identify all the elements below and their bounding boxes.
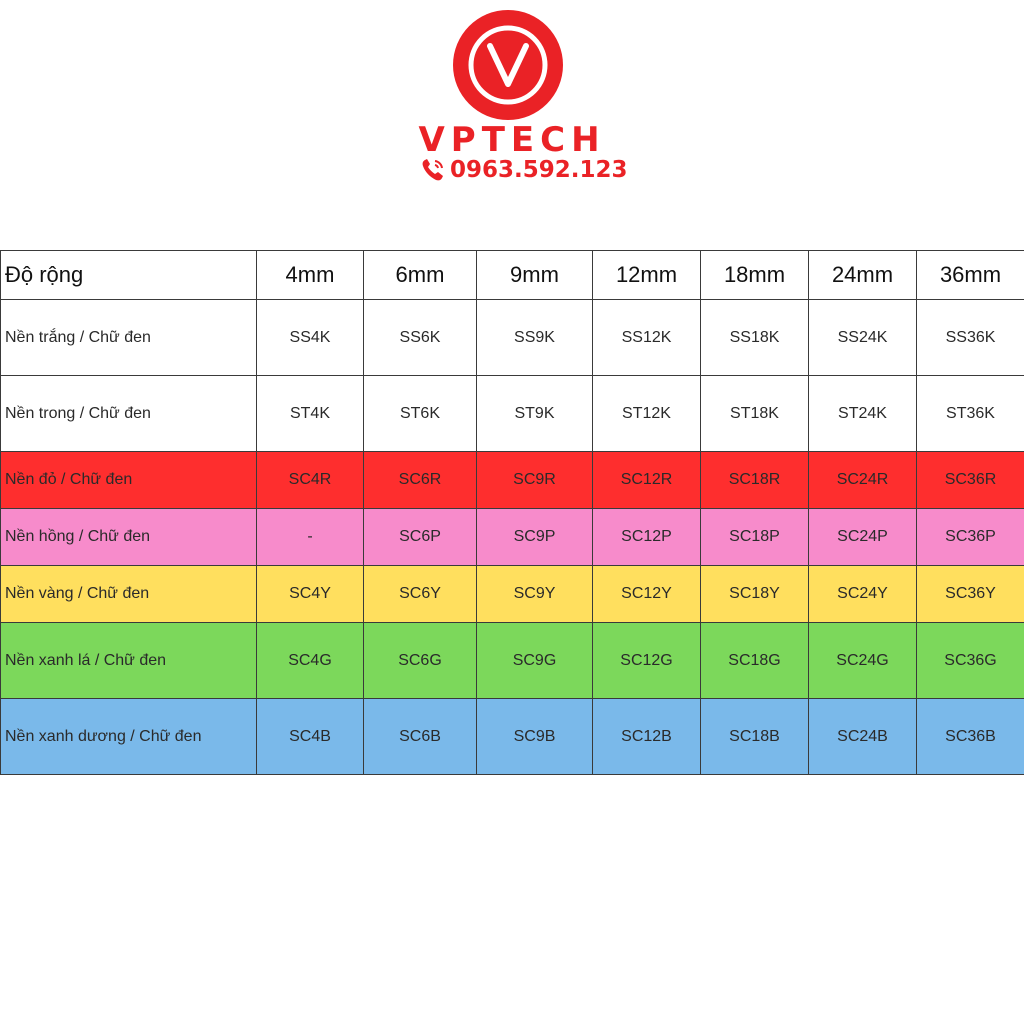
header-36mm: 36mm <box>917 251 1024 300</box>
header-width: Độ rộng <box>1 251 257 300</box>
code-cell: SS9K <box>477 300 593 376</box>
code-cell: SC36P <box>917 509 1024 566</box>
code-cell: SC6B <box>364 699 477 775</box>
code-cell: SC36G <box>917 623 1024 699</box>
v-chevron-circle-icon <box>453 10 563 120</box>
code-cell: SC36Y <box>917 566 1024 623</box>
header-6mm: 6mm <box>364 251 477 300</box>
table-row <box>1 623 1024 699</box>
code-cell: ST12K <box>593 376 701 452</box>
code-cell: SS36K <box>917 300 1024 376</box>
code-cell: SS4K <box>257 300 364 376</box>
phone-icon <box>418 155 448 185</box>
code-cell: SC6G <box>364 623 477 699</box>
code-cell: SC9G <box>477 623 593 699</box>
row-label: Nền hồng / Chữ đen <box>1 509 257 566</box>
row-label: Nền trắng / Chữ đen <box>1 300 257 376</box>
code-cell: SC36R <box>917 452 1024 509</box>
header-24mm: 24mm <box>809 251 917 300</box>
code-cell: SC6Y <box>364 566 477 623</box>
code-cell: SC4Y <box>257 566 364 623</box>
code-cell: SC6P <box>364 509 477 566</box>
code-cell: SC9P <box>477 509 593 566</box>
code-cell: - <box>257 509 364 566</box>
table-row <box>1 376 1024 452</box>
code-cell: SC18Y <box>701 566 809 623</box>
table-row <box>1 566 1024 623</box>
table-row <box>1 509 1024 566</box>
code-cell: SC24G <box>809 623 917 699</box>
table-row <box>1 300 1024 376</box>
code-cell: SC6R <box>364 452 477 509</box>
header-18mm: 18mm <box>701 251 809 300</box>
code-cell: SC12P <box>593 509 701 566</box>
code-cell: SS6K <box>364 300 477 376</box>
code-cell: ST18K <box>701 376 809 452</box>
code-cell: SC18P <box>701 509 809 566</box>
row-label: Nền xanh dương / Chữ đen <box>1 699 257 775</box>
code-cell: SC18R <box>701 452 809 509</box>
code-cell: SC18B <box>701 699 809 775</box>
code-cell: SC36B <box>917 699 1024 775</box>
code-cell: SC4G <box>257 623 364 699</box>
table-header-row <box>1 251 1024 300</box>
code-cell: ST36K <box>917 376 1024 452</box>
brand-header <box>0 0 1024 200</box>
code-cell: SS12K <box>593 300 701 376</box>
brand-name: VPTECH <box>418 120 606 160</box>
row-label: Nền trong / Chữ đen <box>1 376 257 452</box>
table-row <box>1 699 1024 775</box>
code-cell: SC18G <box>701 623 809 699</box>
code-cell: ST4K <box>257 376 364 452</box>
code-cell: SC9R <box>477 452 593 509</box>
code-cell: SC4R <box>257 452 364 509</box>
code-cell: SC12Y <box>593 566 701 623</box>
code-cell: SC24Y <box>809 566 917 623</box>
header-9mm: 9mm <box>477 251 593 300</box>
row-label: Nền xanh lá / Chữ đen <box>1 623 257 699</box>
code-cell: SC9Y <box>477 566 593 623</box>
label-tape-code-table <box>0 250 1024 775</box>
phone-line <box>418 154 628 186</box>
code-cell: ST9K <box>477 376 593 452</box>
row-label: Nền đỏ / Chữ đen <box>1 452 257 509</box>
table-row <box>1 452 1024 509</box>
code-cell: SC12R <box>593 452 701 509</box>
code-cell: ST6K <box>364 376 477 452</box>
header-4mm: 4mm <box>257 251 364 300</box>
code-cell: SC24B <box>809 699 917 775</box>
code-cell: ST24K <box>809 376 917 452</box>
code-cell: SC24R <box>809 452 917 509</box>
code-cell: SS24K <box>809 300 917 376</box>
code-cell: SC24P <box>809 509 917 566</box>
code-cell: SC12B <box>593 699 701 775</box>
phone-number: 0963.592.123 <box>450 157 628 183</box>
code-cell: SC12G <box>593 623 701 699</box>
code-cell: SS18K <box>701 300 809 376</box>
code-cell: SC4B <box>257 699 364 775</box>
row-label: Nền vàng / Chữ đen <box>1 566 257 623</box>
code-cell: SC9B <box>477 699 593 775</box>
header-12mm: 12mm <box>593 251 701 300</box>
